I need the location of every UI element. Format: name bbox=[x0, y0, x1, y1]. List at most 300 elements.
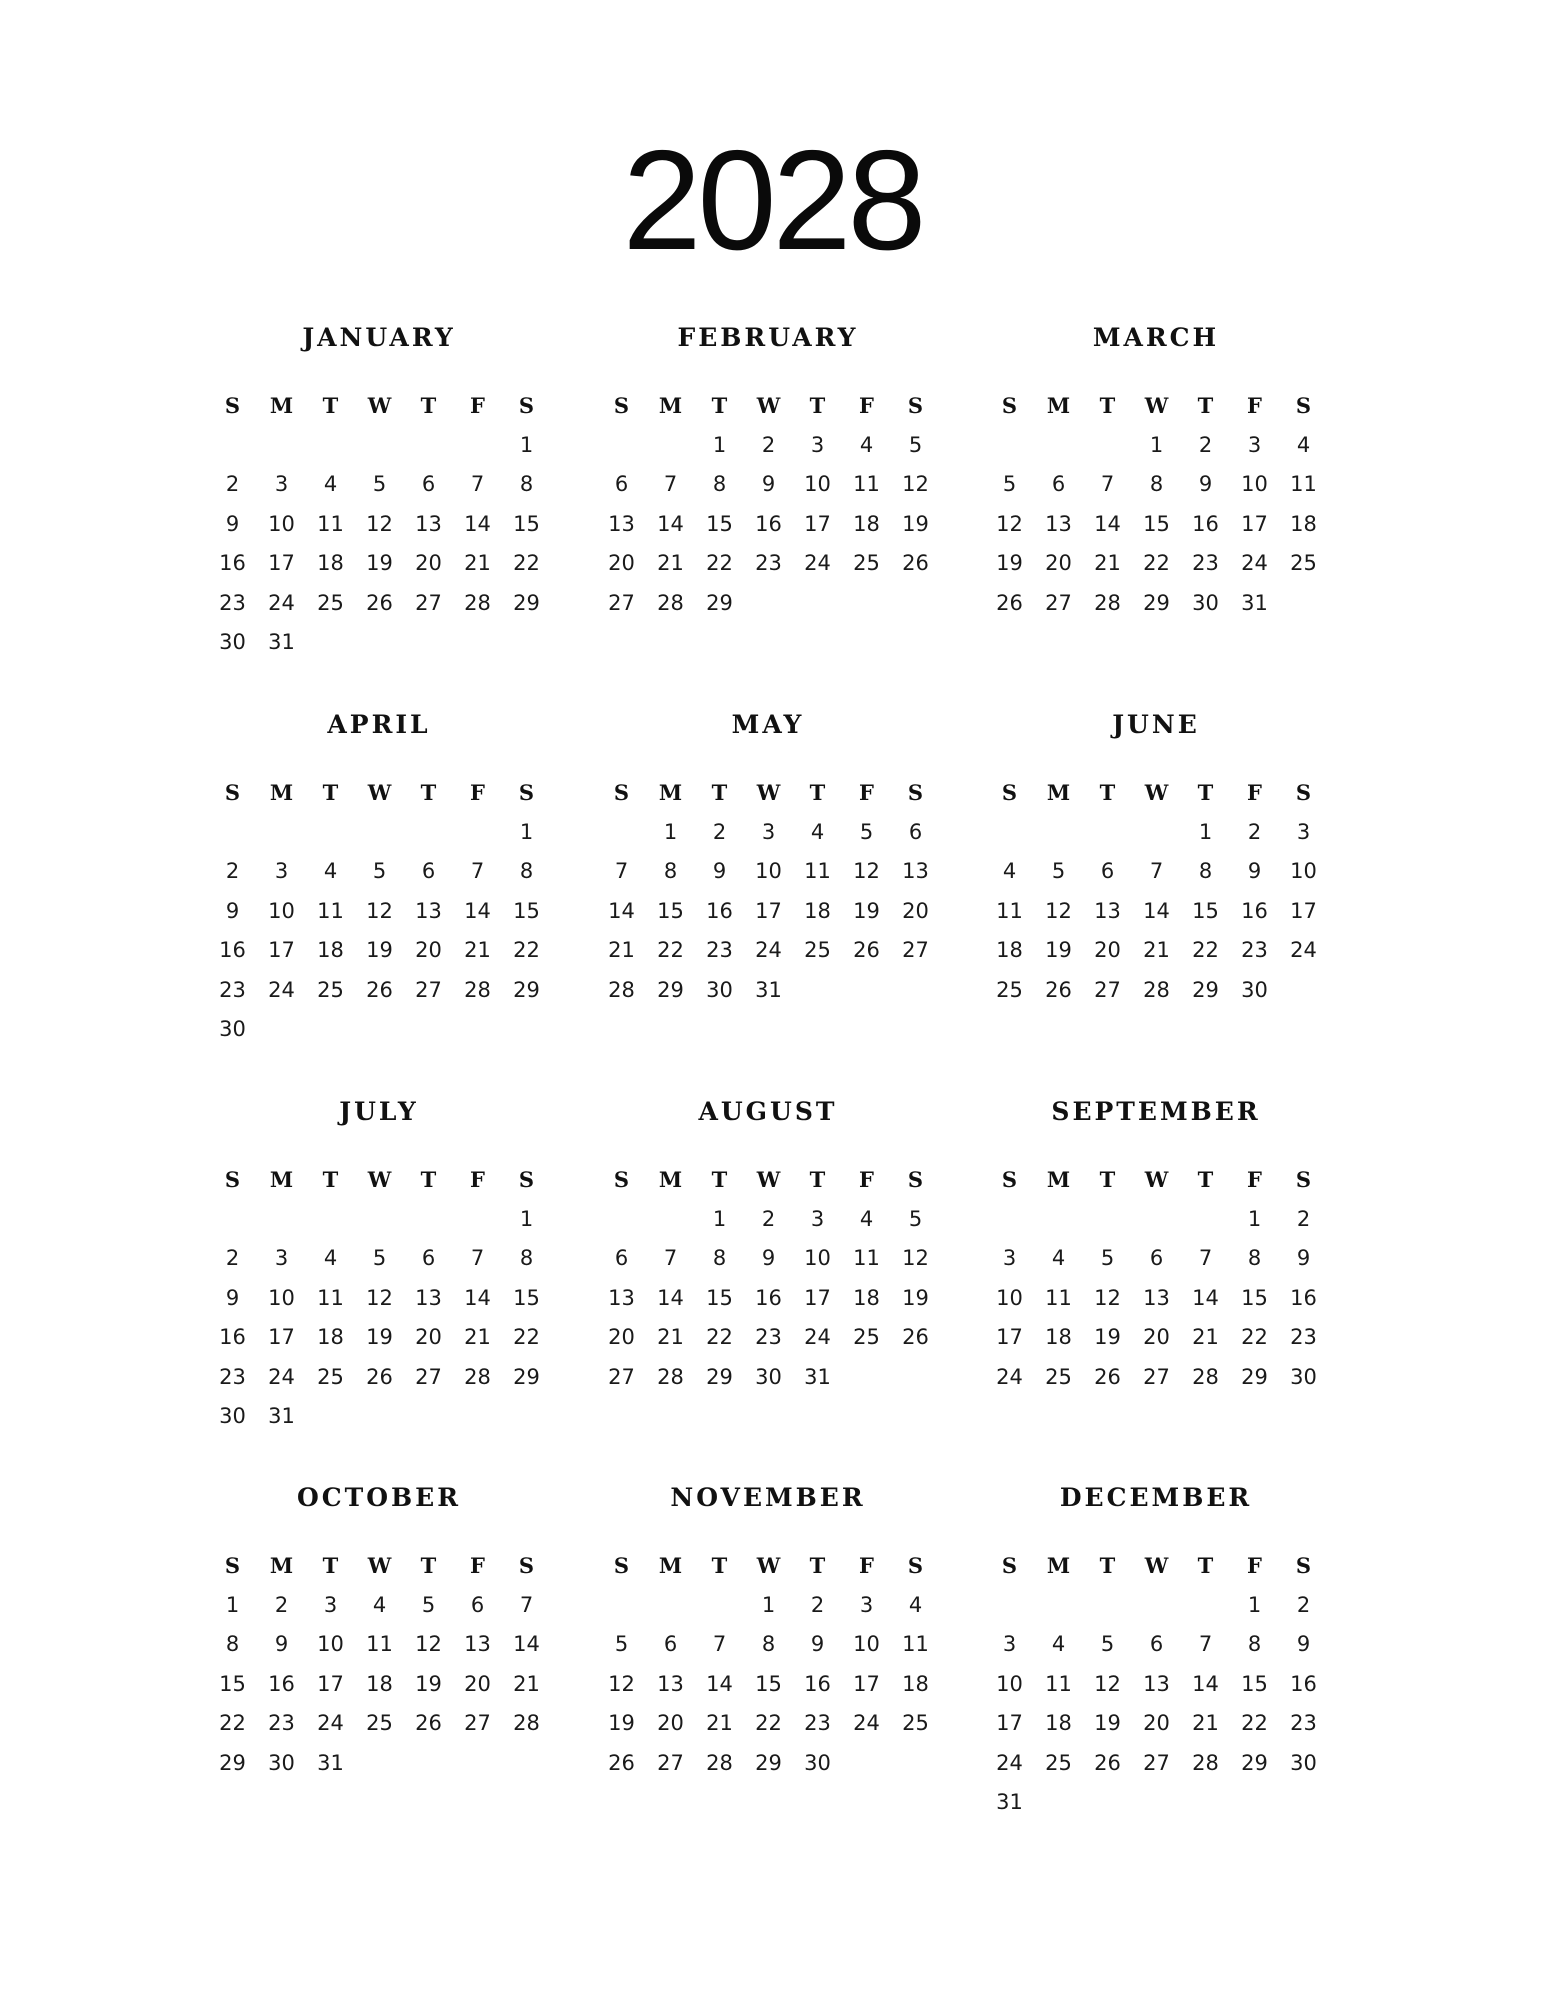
day-cell: 9 bbox=[225, 898, 240, 923]
day-cell: 27 bbox=[415, 590, 442, 615]
weekday-label: S bbox=[224, 779, 241, 805]
day-cell: 8 bbox=[519, 859, 534, 884]
weekday-label: T bbox=[1197, 779, 1214, 805]
month-name: AUGUST bbox=[698, 1097, 838, 1126]
day-cell: 3 bbox=[274, 859, 289, 884]
day-cell: 30 bbox=[268, 1750, 295, 1775]
day-cell: 2 bbox=[712, 819, 727, 844]
week-row bbox=[597, 891, 939, 931]
day-cell: 20 bbox=[464, 1671, 491, 1696]
day-cell: 28 bbox=[464, 590, 491, 615]
day-cell: 30 bbox=[219, 1017, 246, 1042]
day-cell: 20 bbox=[415, 1325, 442, 1350]
week-row bbox=[597, 1239, 939, 1279]
weekday-header bbox=[985, 385, 1327, 425]
month-name: JANUARY bbox=[302, 323, 456, 352]
day-cell: 7 bbox=[1149, 859, 1164, 884]
day-cell: 16 bbox=[268, 1671, 295, 1696]
day-cell: 12 bbox=[415, 1632, 442, 1657]
day-cell: 22 bbox=[1241, 1711, 1268, 1736]
day-cell: 24 bbox=[996, 1750, 1023, 1775]
day-cell: 19 bbox=[366, 551, 393, 576]
day-cell: 15 bbox=[513, 511, 540, 536]
day-cell: 4 bbox=[1002, 859, 1017, 884]
day-cell: 30 bbox=[706, 977, 733, 1002]
day-cell: 15 bbox=[219, 1671, 246, 1696]
day-cell: 9 bbox=[1198, 472, 1213, 497]
week-row bbox=[985, 1318, 1327, 1358]
day-cell: 13 bbox=[415, 1285, 442, 1310]
day-cell: 7 bbox=[614, 859, 629, 884]
weekday-label: F bbox=[859, 779, 874, 805]
day-cell: 23 bbox=[268, 1711, 295, 1736]
week-row bbox=[597, 544, 939, 584]
day-cell: 18 bbox=[853, 511, 880, 536]
weekday-label: M bbox=[1046, 779, 1071, 805]
weekday-header bbox=[208, 772, 550, 812]
day-cell: 4 bbox=[1051, 1246, 1066, 1271]
day-cell: 28 bbox=[1192, 1750, 1219, 1775]
day-cell: 3 bbox=[274, 1246, 289, 1271]
day-cell: 29 bbox=[755, 1750, 782, 1775]
day-cell: 6 bbox=[663, 1632, 678, 1657]
day-cell: 23 bbox=[755, 1325, 782, 1350]
day-cell: 16 bbox=[1192, 511, 1219, 536]
day-cell: 15 bbox=[706, 1285, 733, 1310]
day-cell: 10 bbox=[755, 859, 782, 884]
day-cell: 25 bbox=[1045, 1364, 1072, 1389]
month-december bbox=[985, 1478, 1327, 1822]
month-name: SEPTEMBER bbox=[1051, 1097, 1261, 1126]
day-cell: 1 bbox=[712, 432, 727, 457]
day-cell: 24 bbox=[268, 1364, 295, 1389]
day-cell: 25 bbox=[1045, 1750, 1072, 1775]
day-cell: 25 bbox=[317, 590, 344, 615]
day-cell: 5 bbox=[1100, 1246, 1115, 1271]
day-cell: 29 bbox=[1241, 1750, 1268, 1775]
day-cell: 14 bbox=[1094, 511, 1121, 536]
week-row bbox=[985, 970, 1327, 1010]
day-cell: 17 bbox=[853, 1671, 880, 1696]
day-cell: 9 bbox=[1296, 1632, 1311, 1657]
day-cell: 2 bbox=[1296, 1592, 1311, 1617]
day-cell: 10 bbox=[804, 472, 831, 497]
weekday-label: T bbox=[322, 1166, 339, 1192]
week-row bbox=[985, 1585, 1327, 1625]
weekday-label: W bbox=[367, 1552, 392, 1578]
day-cell: 12 bbox=[1045, 898, 1072, 923]
day-cell: 12 bbox=[902, 1246, 929, 1271]
month-name: MARCH bbox=[1092, 323, 1220, 352]
day-cell: 1 bbox=[1247, 1206, 1262, 1231]
weekday-label: F bbox=[470, 779, 485, 805]
day-cell: 11 bbox=[1045, 1671, 1072, 1696]
weekday-label: T bbox=[711, 1552, 728, 1578]
day-cell: 2 bbox=[761, 1206, 776, 1231]
weekday-label: S bbox=[1295, 1166, 1312, 1192]
day-cell: 23 bbox=[804, 1711, 831, 1736]
day-cell: 23 bbox=[755, 551, 782, 576]
day-cell: 18 bbox=[317, 938, 344, 963]
day-cell: 9 bbox=[1247, 859, 1262, 884]
weekday-label: T bbox=[1197, 1552, 1214, 1578]
weekday-label: M bbox=[1046, 1552, 1071, 1578]
day-cell: 27 bbox=[902, 938, 929, 963]
day-cell: 20 bbox=[1045, 551, 1072, 576]
weekday-label: M bbox=[658, 1552, 683, 1578]
weekday-label: S bbox=[907, 1552, 924, 1578]
day-cell: 30 bbox=[1192, 590, 1219, 615]
day-cell: 21 bbox=[1094, 551, 1121, 576]
day-cell: 29 bbox=[657, 977, 684, 1002]
day-cell: 10 bbox=[268, 898, 295, 923]
day-cell: 11 bbox=[1045, 1285, 1072, 1310]
day-cell: 13 bbox=[1094, 898, 1121, 923]
day-cell: 16 bbox=[219, 938, 246, 963]
day-cell: 25 bbox=[317, 977, 344, 1002]
day-cell: 1 bbox=[761, 1592, 776, 1617]
day-cell: 7 bbox=[1198, 1632, 1213, 1657]
day-cell: 3 bbox=[1247, 432, 1262, 457]
day-cell: 27 bbox=[415, 1364, 442, 1389]
day-cell: 29 bbox=[513, 590, 540, 615]
weekday-label: S bbox=[1001, 1552, 1018, 1578]
day-cell: 27 bbox=[608, 1364, 635, 1389]
day-cell: 20 bbox=[657, 1711, 684, 1736]
day-cell: 8 bbox=[519, 472, 534, 497]
day-cell: 14 bbox=[1192, 1285, 1219, 1310]
week-row bbox=[208, 1010, 550, 1050]
day-cell: 8 bbox=[1247, 1246, 1262, 1271]
weekday-header bbox=[597, 1545, 939, 1585]
weekday-label: T bbox=[1099, 392, 1116, 418]
month-september bbox=[985, 1092, 1327, 1397]
day-cell: 17 bbox=[996, 1325, 1023, 1350]
day-cell: 20 bbox=[1143, 1711, 1170, 1736]
week-row bbox=[985, 425, 1327, 465]
week-row bbox=[597, 465, 939, 505]
weekday-label: S bbox=[907, 392, 924, 418]
weekday-label: M bbox=[269, 779, 294, 805]
day-cell: 24 bbox=[268, 977, 295, 1002]
day-cell: 22 bbox=[1192, 938, 1219, 963]
weekday-label: S bbox=[1295, 392, 1312, 418]
day-cell: 14 bbox=[464, 511, 491, 536]
weekday-label: T bbox=[322, 392, 339, 418]
weekday-header bbox=[208, 1545, 550, 1585]
month-october bbox=[208, 1478, 550, 1783]
day-cell: 6 bbox=[614, 472, 629, 497]
day-cell: 15 bbox=[1241, 1285, 1268, 1310]
week-row bbox=[208, 504, 550, 544]
weekday-label: T bbox=[809, 779, 826, 805]
weekday-label: T bbox=[1099, 1166, 1116, 1192]
weekday-label: S bbox=[613, 1552, 630, 1578]
week-row bbox=[985, 465, 1327, 505]
day-cell: 16 bbox=[219, 551, 246, 576]
day-cell: 27 bbox=[415, 977, 442, 1002]
day-cell: 26 bbox=[902, 551, 929, 576]
week-row bbox=[597, 1704, 939, 1744]
week-row bbox=[208, 1357, 550, 1397]
month-name: NOVEMBER bbox=[670, 1483, 866, 1512]
week-row bbox=[597, 1664, 939, 1704]
day-cell: 1 bbox=[225, 1592, 240, 1617]
weekday-label: F bbox=[859, 1552, 874, 1578]
day-cell: 14 bbox=[464, 1285, 491, 1310]
week-row bbox=[208, 931, 550, 971]
week-row bbox=[208, 1397, 550, 1437]
day-cell: 15 bbox=[513, 1285, 540, 1310]
weekday-label: T bbox=[711, 392, 728, 418]
weekday-label: W bbox=[756, 779, 781, 805]
weekday-label: W bbox=[1144, 779, 1169, 805]
day-cell: 17 bbox=[1290, 898, 1317, 923]
day-cell: 12 bbox=[608, 1671, 635, 1696]
day-cell: 19 bbox=[902, 511, 929, 536]
day-cell: 3 bbox=[1296, 819, 1311, 844]
weekday-label: T bbox=[420, 779, 437, 805]
weekday-header bbox=[985, 772, 1327, 812]
day-cell: 24 bbox=[317, 1711, 344, 1736]
week-row bbox=[208, 1239, 550, 1279]
day-cell: 24 bbox=[1290, 938, 1317, 963]
day-cell: 27 bbox=[464, 1711, 491, 1736]
day-cell: 18 bbox=[1290, 511, 1317, 536]
day-cell: 10 bbox=[804, 1246, 831, 1271]
day-cell: 6 bbox=[1051, 472, 1066, 497]
month-march bbox=[985, 318, 1327, 623]
day-cell: 27 bbox=[1143, 1364, 1170, 1389]
day-cell: 13 bbox=[415, 898, 442, 923]
weekday-label: S bbox=[1001, 1166, 1018, 1192]
day-cell: 6 bbox=[908, 819, 923, 844]
weekday-header bbox=[597, 385, 939, 425]
day-cell: 18 bbox=[366, 1671, 393, 1696]
day-cell: 23 bbox=[1290, 1325, 1317, 1350]
day-cell: 14 bbox=[464, 898, 491, 923]
day-cell: 19 bbox=[366, 1325, 393, 1350]
day-cell: 20 bbox=[902, 898, 929, 923]
day-cell: 1 bbox=[712, 1206, 727, 1231]
day-cell: 1 bbox=[519, 819, 534, 844]
weekday-label: S bbox=[907, 1166, 924, 1192]
weekday-header bbox=[597, 1159, 939, 1199]
weekday-label: M bbox=[1046, 1166, 1071, 1192]
week-row bbox=[597, 1318, 939, 1358]
day-cell: 22 bbox=[513, 551, 540, 576]
day-cell: 12 bbox=[366, 1285, 393, 1310]
day-cell: 4 bbox=[810, 819, 825, 844]
day-cell: 4 bbox=[323, 859, 338, 884]
day-cell: 17 bbox=[268, 551, 295, 576]
day-cell: 16 bbox=[219, 1325, 246, 1350]
day-cell: 30 bbox=[1290, 1364, 1317, 1389]
week-row bbox=[597, 1585, 939, 1625]
weekday-label: M bbox=[269, 1552, 294, 1578]
day-cell: 26 bbox=[1094, 1364, 1121, 1389]
day-cell: 11 bbox=[853, 472, 880, 497]
day-cell: 7 bbox=[1100, 472, 1115, 497]
week-row bbox=[985, 1239, 1327, 1279]
day-cell: 31 bbox=[317, 1750, 344, 1775]
day-cell: 10 bbox=[1241, 472, 1268, 497]
day-cell: 18 bbox=[804, 898, 831, 923]
day-cell: 11 bbox=[317, 898, 344, 923]
day-cell: 21 bbox=[464, 938, 491, 963]
weekday-label: W bbox=[367, 1166, 392, 1192]
weekday-label: W bbox=[367, 779, 392, 805]
week-row bbox=[208, 970, 550, 1010]
day-cell: 14 bbox=[706, 1671, 733, 1696]
day-cell: 5 bbox=[859, 819, 874, 844]
day-cell: 4 bbox=[859, 1206, 874, 1231]
day-cell: 10 bbox=[996, 1285, 1023, 1310]
day-cell: 15 bbox=[706, 511, 733, 536]
week-row bbox=[597, 970, 939, 1010]
day-cell: 27 bbox=[1143, 1750, 1170, 1775]
day-cell: 21 bbox=[464, 551, 491, 576]
day-cell: 22 bbox=[755, 1711, 782, 1736]
day-cell: 1 bbox=[519, 1206, 534, 1231]
day-cell: 6 bbox=[421, 1246, 436, 1271]
day-cell: 17 bbox=[317, 1671, 344, 1696]
month-name: FEBRUARY bbox=[677, 323, 859, 352]
day-cell: 28 bbox=[1094, 590, 1121, 615]
week-row bbox=[208, 583, 550, 623]
day-cell: 3 bbox=[1002, 1246, 1017, 1271]
day-cell: 23 bbox=[1192, 551, 1219, 576]
day-cell: 3 bbox=[859, 1592, 874, 1617]
day-cell: 17 bbox=[804, 511, 831, 536]
weekday-label: W bbox=[756, 392, 781, 418]
day-cell: 21 bbox=[1192, 1711, 1219, 1736]
weekday-label: S bbox=[907, 779, 924, 805]
week-row bbox=[597, 931, 939, 971]
day-cell: 25 bbox=[853, 551, 880, 576]
day-cell: 19 bbox=[853, 898, 880, 923]
day-cell: 4 bbox=[323, 472, 338, 497]
week-row bbox=[985, 812, 1327, 852]
week-row bbox=[597, 583, 939, 623]
day-cell: 10 bbox=[268, 1285, 295, 1310]
day-cell: 12 bbox=[853, 859, 880, 884]
weekday-label: T bbox=[420, 1166, 437, 1192]
day-cell: 7 bbox=[519, 1592, 534, 1617]
day-cell: 6 bbox=[470, 1592, 485, 1617]
week-row bbox=[985, 1357, 1327, 1397]
day-cell: 13 bbox=[1143, 1285, 1170, 1310]
day-cell: 3 bbox=[323, 1592, 338, 1617]
day-cell: 26 bbox=[366, 1364, 393, 1389]
day-cell: 18 bbox=[853, 1285, 880, 1310]
day-cell: 7 bbox=[712, 1632, 727, 1657]
day-cell: 15 bbox=[1192, 898, 1219, 923]
day-cell: 23 bbox=[706, 938, 733, 963]
day-cell: 22 bbox=[1241, 1325, 1268, 1350]
month-april bbox=[208, 705, 550, 1049]
weekday-label: T bbox=[809, 392, 826, 418]
month-november bbox=[597, 1478, 939, 1783]
month-july bbox=[208, 1092, 550, 1436]
day-cell: 16 bbox=[706, 898, 733, 923]
day-cell: 25 bbox=[996, 977, 1023, 1002]
day-cell: 21 bbox=[706, 1711, 733, 1736]
day-cell: 31 bbox=[268, 630, 295, 655]
day-cell: 6 bbox=[421, 859, 436, 884]
day-cell: 11 bbox=[317, 511, 344, 536]
weekday-label: S bbox=[613, 1166, 630, 1192]
day-cell: 16 bbox=[755, 1285, 782, 1310]
day-cell: 6 bbox=[1149, 1246, 1164, 1271]
day-cell: 8 bbox=[225, 1632, 240, 1657]
day-cell: 9 bbox=[225, 1285, 240, 1310]
weekday-label: S bbox=[518, 1166, 535, 1192]
day-cell: 14 bbox=[1192, 1671, 1219, 1696]
week-row bbox=[208, 1743, 550, 1783]
day-cell: 24 bbox=[1241, 551, 1268, 576]
weekday-label: W bbox=[756, 1552, 781, 1578]
day-cell: 1 bbox=[1247, 1592, 1262, 1617]
year-title: 2028 bbox=[622, 121, 923, 280]
day-cell: 9 bbox=[761, 1246, 776, 1271]
weekday-header bbox=[985, 1159, 1327, 1199]
day-cell: 7 bbox=[470, 472, 485, 497]
month-name: APRIL bbox=[327, 710, 431, 739]
day-cell: 5 bbox=[1100, 1632, 1115, 1657]
day-cell: 12 bbox=[366, 511, 393, 536]
weekday-label: T bbox=[322, 1552, 339, 1578]
day-cell: 25 bbox=[366, 1711, 393, 1736]
day-cell: 31 bbox=[268, 1404, 295, 1429]
weekday-label: T bbox=[420, 392, 437, 418]
day-cell: 26 bbox=[366, 977, 393, 1002]
day-cell: 15 bbox=[1143, 511, 1170, 536]
day-cell: 12 bbox=[996, 511, 1023, 536]
day-cell: 9 bbox=[761, 472, 776, 497]
weekday-label: M bbox=[658, 779, 683, 805]
day-cell: 29 bbox=[706, 1364, 733, 1389]
day-cell: 25 bbox=[853, 1325, 880, 1350]
day-cell: 13 bbox=[657, 1671, 684, 1696]
day-cell: 21 bbox=[513, 1671, 540, 1696]
week-row bbox=[985, 931, 1327, 971]
weekday-label: F bbox=[859, 392, 874, 418]
day-cell: 28 bbox=[513, 1711, 540, 1736]
week-row bbox=[597, 852, 939, 892]
day-cell: 5 bbox=[372, 859, 387, 884]
week-row bbox=[597, 1278, 939, 1318]
weekday-label: F bbox=[1247, 779, 1262, 805]
day-cell: 26 bbox=[853, 938, 880, 963]
day-cell: 8 bbox=[1149, 472, 1164, 497]
day-cell: 2 bbox=[225, 859, 240, 884]
day-cell: 29 bbox=[219, 1750, 246, 1775]
weekday-label: T bbox=[809, 1552, 826, 1578]
day-cell: 19 bbox=[366, 938, 393, 963]
day-cell: 2 bbox=[1247, 819, 1262, 844]
day-cell: 19 bbox=[1094, 1325, 1121, 1350]
weekday-header bbox=[208, 1159, 550, 1199]
day-cell: 2 bbox=[225, 1246, 240, 1271]
weekday-label: W bbox=[756, 1166, 781, 1192]
day-cell: 1 bbox=[1198, 819, 1213, 844]
weekday-label: S bbox=[1001, 779, 1018, 805]
month-name: JULY bbox=[339, 1097, 419, 1126]
day-cell: 14 bbox=[513, 1632, 540, 1657]
month-august bbox=[597, 1092, 939, 1397]
day-cell: 16 bbox=[1241, 898, 1268, 923]
